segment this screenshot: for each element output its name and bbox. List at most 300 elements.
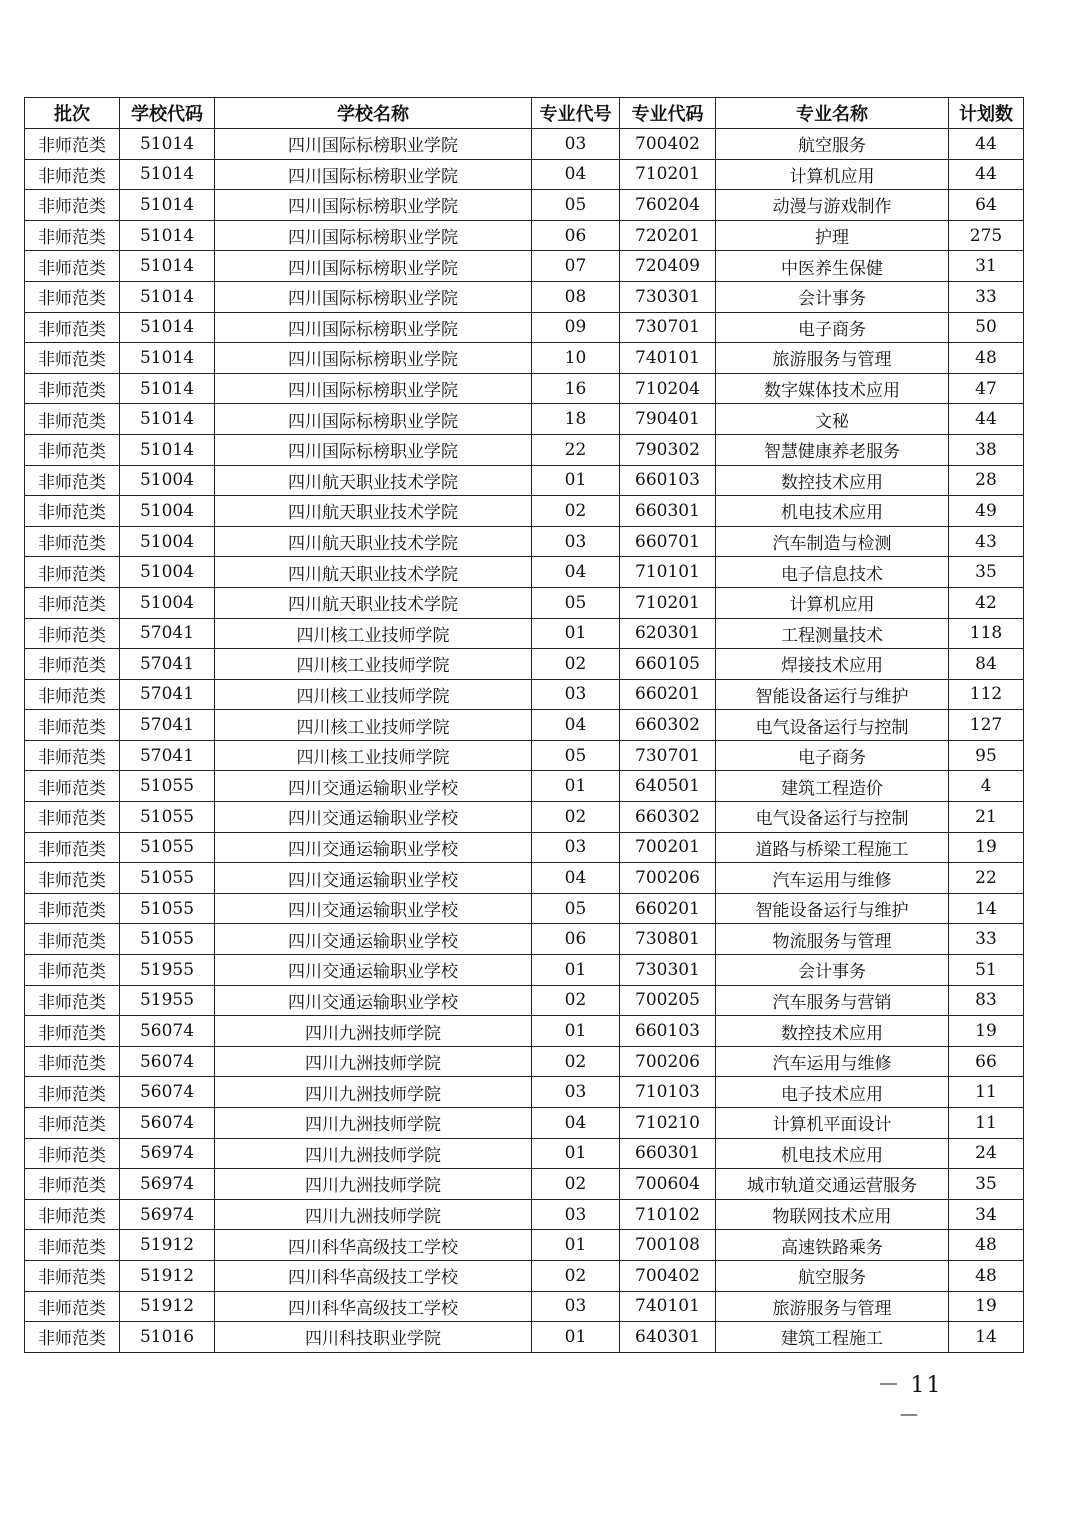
table-row: [25, 1230, 1024, 1261]
major-number-cell: 02: [532, 802, 620, 833]
table-header-row: [25, 98, 1024, 129]
major-code-cell: 700206: [620, 863, 716, 894]
school-name-cell: 四川九洲技师学院: [215, 1016, 532, 1047]
plan-count-cell: 31: [949, 251, 1024, 282]
plan-count-cell: 44: [949, 404, 1024, 435]
major-name-cell: 电子商务: [716, 312, 949, 343]
major-number-cell: 07: [532, 251, 620, 282]
column-header-batch: 批次: [25, 98, 120, 129]
table-row: [25, 1138, 1024, 1169]
major-number-cell: 03: [532, 1199, 620, 1230]
batch-cell: 非师范类: [25, 1169, 120, 1200]
major-number-cell: 09: [532, 312, 620, 343]
batch-cell: 非师范类: [25, 129, 120, 160]
table-row: [25, 220, 1024, 251]
major-code-cell: 730301: [620, 281, 716, 312]
major-name-cell: 智能设备运行与维护: [716, 679, 949, 710]
school-code-cell: 51014: [120, 434, 215, 465]
school-code-cell: 51014: [120, 190, 215, 221]
column-header-major-code: 专业代码: [620, 98, 716, 129]
major-name-cell: 城市轨道交通运营服务: [716, 1169, 949, 1200]
batch-cell: 非师范类: [25, 1077, 120, 1108]
major-code-cell: 700206: [620, 1046, 716, 1077]
plan-count-cell: 33: [949, 281, 1024, 312]
table-row: [25, 679, 1024, 710]
plan-count-cell: 24: [949, 1138, 1024, 1169]
major-name-cell: 中医养生保健: [716, 251, 949, 282]
school-code-cell: 51055: [120, 802, 215, 833]
batch-cell: 非师范类: [25, 1230, 120, 1261]
plan-count-cell: 4: [949, 771, 1024, 802]
school-code-cell: 56974: [120, 1169, 215, 1200]
major-number-cell: 06: [532, 924, 620, 955]
major-code-cell: 700205: [620, 985, 716, 1016]
school-code-cell: 51912: [120, 1230, 215, 1261]
major-name-cell: 汽车运用与维修: [716, 863, 949, 894]
school-name-cell: 四川国际标榜职业学院: [215, 312, 532, 343]
major-code-cell: 710103: [620, 1077, 716, 1108]
school-code-cell: 51014: [120, 373, 215, 404]
table-row: [25, 190, 1024, 221]
major-number-cell: 01: [532, 1138, 620, 1169]
major-code-cell: 740101: [620, 1291, 716, 1322]
table-row: [25, 373, 1024, 404]
major-number-cell: 18: [532, 404, 620, 435]
major-number-cell: 02: [532, 985, 620, 1016]
school-code-cell: 51004: [120, 526, 215, 557]
school-code-cell: 51912: [120, 1260, 215, 1291]
major-name-cell: 计算机平面设计: [716, 1108, 949, 1139]
major-name-cell: 智能设备运行与维护: [716, 893, 949, 924]
batch-cell: 非师范类: [25, 802, 120, 833]
school-name-cell: 四川科华高级技工学校: [215, 1230, 532, 1261]
page-number: － 11 －: [877, 1373, 943, 1429]
major-code-cell: 710210: [620, 1108, 716, 1139]
major-code-cell: 740101: [620, 343, 716, 374]
school-name-cell: 四川核工业技师学院: [215, 740, 532, 771]
batch-cell: 非师范类: [25, 1260, 120, 1291]
major-number-cell: 05: [532, 587, 620, 618]
school-name-cell: 四川国际标榜职业学院: [215, 434, 532, 465]
batch-cell: 非师范类: [25, 557, 120, 588]
plan-count-cell: 66: [949, 1046, 1024, 1077]
batch-cell: 非师范类: [25, 893, 120, 924]
school-name-cell: 四川航天职业技术学院: [215, 557, 532, 588]
plan-count-cell: 47: [949, 373, 1024, 404]
major-number-cell: 03: [532, 1077, 620, 1108]
plan-count-cell: 43: [949, 526, 1024, 557]
plan-count-cell: 19: [949, 1016, 1024, 1047]
plan-count-cell: 84: [949, 649, 1024, 680]
table-row: [25, 434, 1024, 465]
major-name-cell: 航空服务: [716, 129, 949, 160]
school-name-cell: 四川航天职业技术学院: [215, 587, 532, 618]
major-name-cell: 道路与桥梁工程施工: [716, 832, 949, 863]
column-header-major-name: 专业名称: [716, 98, 949, 129]
plan-count-cell: 28: [949, 465, 1024, 496]
plan-count-cell: 14: [949, 1322, 1024, 1353]
plan-count-cell: 44: [949, 129, 1024, 160]
major-name-cell: 数控技术应用: [716, 465, 949, 496]
major-name-cell: 计算机应用: [716, 159, 949, 190]
batch-cell: 非师范类: [25, 1016, 120, 1047]
major-code-cell: 700604: [620, 1169, 716, 1200]
plan-count-cell: 35: [949, 1169, 1024, 1200]
school-code-cell: 51955: [120, 955, 215, 986]
major-code-cell: 660103: [620, 465, 716, 496]
major-name-cell: 焊接技术应用: [716, 649, 949, 680]
major-name-cell: 机电技术应用: [716, 496, 949, 527]
major-code-cell: 730301: [620, 955, 716, 986]
plan-count-cell: 118: [949, 618, 1024, 649]
major-name-cell: 计算机应用: [716, 587, 949, 618]
table-row: [25, 1199, 1024, 1230]
table-row: [25, 1016, 1024, 1047]
school-name-cell: 四川科技职业学院: [215, 1322, 532, 1353]
major-code-cell: 700108: [620, 1230, 716, 1261]
school-name-cell: 四川科华高级技工学校: [215, 1260, 532, 1291]
major-number-cell: 01: [532, 1016, 620, 1047]
major-code-cell: 660301: [620, 1138, 716, 1169]
table-row: [25, 129, 1024, 160]
batch-cell: 非师范类: [25, 955, 120, 986]
school-name-cell: 四川九洲技师学院: [215, 1169, 532, 1200]
major-name-cell: 旅游服务与管理: [716, 343, 949, 374]
major-number-cell: 03: [532, 679, 620, 710]
table-row: [25, 251, 1024, 282]
table-row: [25, 1322, 1024, 1353]
school-code-cell: 51014: [120, 159, 215, 190]
table-row: [25, 312, 1024, 343]
table-row: [25, 863, 1024, 894]
plan-count-cell: 48: [949, 1260, 1024, 1291]
table-row: [25, 832, 1024, 863]
plan-count-cell: 42: [949, 587, 1024, 618]
plan-count-cell: 34: [949, 1199, 1024, 1230]
table-row: [25, 1291, 1024, 1322]
major-code-cell: 730701: [620, 740, 716, 771]
school-name-cell: 四川交通运输职业学校: [215, 924, 532, 955]
batch-cell: 非师范类: [25, 1108, 120, 1139]
school-name-cell: 四川科华高级技工学校: [215, 1291, 532, 1322]
table-row: [25, 924, 1024, 955]
plan-count-cell: 64: [949, 190, 1024, 221]
major-number-cell: 05: [532, 740, 620, 771]
school-code-cell: 56074: [120, 1046, 215, 1077]
school-code-cell: 51055: [120, 893, 215, 924]
batch-cell: 非师范类: [25, 343, 120, 374]
major-number-cell: 04: [532, 159, 620, 190]
plan-count-cell: 51: [949, 955, 1024, 986]
batch-cell: 非师范类: [25, 710, 120, 741]
batch-cell: 非师范类: [25, 312, 120, 343]
table-row: [25, 649, 1024, 680]
plan-count-cell: 44: [949, 159, 1024, 190]
major-number-cell: 01: [532, 1230, 620, 1261]
major-code-cell: 660201: [620, 893, 716, 924]
table-row: [25, 404, 1024, 435]
school-name-cell: 四川国际标榜职业学院: [215, 343, 532, 374]
major-number-cell: 05: [532, 893, 620, 924]
school-name-cell: 四川国际标榜职业学院: [215, 281, 532, 312]
major-number-cell: 01: [532, 771, 620, 802]
plan-count-cell: 21: [949, 802, 1024, 833]
table-row: [25, 893, 1024, 924]
plan-count-cell: 19: [949, 1291, 1024, 1322]
batch-cell: 非师范类: [25, 1138, 120, 1169]
major-code-cell: 640501: [620, 771, 716, 802]
table-row: [25, 159, 1024, 190]
school-code-cell: 57041: [120, 740, 215, 771]
school-name-cell: 四川国际标榜职业学院: [215, 251, 532, 282]
school-code-cell: 56974: [120, 1199, 215, 1230]
batch-cell: 非师范类: [25, 404, 120, 435]
plan-count-cell: 33: [949, 924, 1024, 955]
major-name-cell: 电子信息技术: [716, 557, 949, 588]
major-name-cell: 电气设备运行与控制: [716, 802, 949, 833]
major-name-cell: 物联网技术应用: [716, 1199, 949, 1230]
major-code-cell: 660201: [620, 679, 716, 710]
enrollment-plan-table: [24, 97, 1024, 1353]
major-number-cell: 03: [532, 129, 620, 160]
major-number-cell: 04: [532, 557, 620, 588]
major-code-cell: 660701: [620, 526, 716, 557]
school-name-cell: 四川九洲技师学院: [215, 1199, 532, 1230]
plan-count-cell: 38: [949, 434, 1024, 465]
major-code-cell: 660301: [620, 496, 716, 527]
major-code-cell: 700402: [620, 1260, 716, 1291]
batch-cell: 非师范类: [25, 863, 120, 894]
major-code-cell: 710101: [620, 557, 716, 588]
batch-cell: 非师范类: [25, 1291, 120, 1322]
school-code-cell: 56074: [120, 1077, 215, 1108]
batch-cell: 非师范类: [25, 190, 120, 221]
school-name-cell: 四川交通运输职业学校: [215, 771, 532, 802]
plan-count-cell: 14: [949, 893, 1024, 924]
batch-cell: 非师范类: [25, 587, 120, 618]
plan-count-cell: 83: [949, 985, 1024, 1016]
school-code-cell: 51014: [120, 129, 215, 160]
major-name-cell: 物流服务与管理: [716, 924, 949, 955]
school-code-cell: 51014: [120, 281, 215, 312]
major-number-cell: 02: [532, 649, 620, 680]
major-name-cell: 高速铁路乘务: [716, 1230, 949, 1261]
major-number-cell: 02: [532, 1046, 620, 1077]
major-name-cell: 会计事务: [716, 281, 949, 312]
major-code-cell: 660302: [620, 710, 716, 741]
school-code-cell: 57041: [120, 618, 215, 649]
school-code-cell: 51014: [120, 220, 215, 251]
major-name-cell: 智慧健康养老服务: [716, 434, 949, 465]
major-number-cell: 01: [532, 618, 620, 649]
major-code-cell: 660105: [620, 649, 716, 680]
batch-cell: 非师范类: [25, 832, 120, 863]
school-code-cell: 57041: [120, 649, 215, 680]
major-name-cell: 电子商务: [716, 740, 949, 771]
school-code-cell: 51014: [120, 404, 215, 435]
major-name-cell: 汽车服务与营销: [716, 985, 949, 1016]
major-number-cell: 02: [532, 1169, 620, 1200]
table-row: [25, 557, 1024, 588]
school-name-cell: 四川交通运输职业学校: [215, 863, 532, 894]
major-name-cell: 航空服务: [716, 1260, 949, 1291]
major-code-cell: 710204: [620, 373, 716, 404]
batch-cell: 非师范类: [25, 251, 120, 282]
major-name-cell: 动漫与游戏制作: [716, 190, 949, 221]
table-row: [25, 802, 1024, 833]
school-code-cell: 51004: [120, 557, 215, 588]
plan-count-cell: 50: [949, 312, 1024, 343]
major-code-cell: 790401: [620, 404, 716, 435]
column-header-school-code: 学校代码: [120, 98, 215, 129]
table-row: [25, 1077, 1024, 1108]
batch-cell: 非师范类: [25, 281, 120, 312]
batch-cell: 非师范类: [25, 924, 120, 955]
table-row: [25, 526, 1024, 557]
plan-count-cell: 19: [949, 832, 1024, 863]
major-name-cell: 数字媒体技术应用: [716, 373, 949, 404]
major-number-cell: 08: [532, 281, 620, 312]
school-name-cell: 四川交通运输职业学校: [215, 985, 532, 1016]
plan-count-cell: 48: [949, 343, 1024, 374]
major-name-cell: 旅游服务与管理: [716, 1291, 949, 1322]
school-code-cell: 51912: [120, 1291, 215, 1322]
school-name-cell: 四川核工业技师学院: [215, 649, 532, 680]
column-header-major-number: 专业代号: [532, 98, 620, 129]
major-code-cell: 720201: [620, 220, 716, 251]
table-row: [25, 771, 1024, 802]
major-number-cell: 04: [532, 1108, 620, 1139]
school-code-cell: 51055: [120, 863, 215, 894]
table-body: [25, 129, 1024, 1353]
batch-cell: 非师范类: [25, 1199, 120, 1230]
table-row: [25, 1108, 1024, 1139]
table-row: [25, 985, 1024, 1016]
table-row: [25, 1260, 1024, 1291]
school-name-cell: 四川核工业技师学院: [215, 710, 532, 741]
school-name-cell: 四川核工业技师学院: [215, 679, 532, 710]
batch-cell: 非师范类: [25, 1322, 120, 1353]
plan-count-cell: 95: [949, 740, 1024, 771]
school-name-cell: 四川九洲技师学院: [215, 1046, 532, 1077]
major-code-cell: 730801: [620, 924, 716, 955]
major-number-cell: 10: [532, 343, 620, 374]
school-code-cell: 51004: [120, 587, 215, 618]
batch-cell: 非师范类: [25, 159, 120, 190]
school-name-cell: 四川国际标榜职业学院: [215, 190, 532, 221]
batch-cell: 非师范类: [25, 679, 120, 710]
table-row: [25, 587, 1024, 618]
plan-count-cell: 127: [949, 710, 1024, 741]
major-name-cell: 数控技术应用: [716, 1016, 949, 1047]
school-name-cell: 四川国际标榜职业学院: [215, 404, 532, 435]
major-code-cell: 710102: [620, 1199, 716, 1230]
major-number-cell: 02: [532, 1260, 620, 1291]
school-code-cell: 51004: [120, 465, 215, 496]
school-name-cell: 四川交通运输职业学校: [215, 832, 532, 863]
plan-count-cell: 11: [949, 1077, 1024, 1108]
batch-cell: 非师范类: [25, 740, 120, 771]
major-name-cell: 机电技术应用: [716, 1138, 949, 1169]
major-name-cell: 汽车制造与检测: [716, 526, 949, 557]
major-number-cell: 01: [532, 465, 620, 496]
school-code-cell: 51014: [120, 312, 215, 343]
major-number-cell: 04: [532, 710, 620, 741]
school-code-cell: 51014: [120, 343, 215, 374]
batch-cell: 非师范类: [25, 496, 120, 527]
school-code-cell: 51955: [120, 985, 215, 1016]
table-row: [25, 1046, 1024, 1077]
major-name-cell: 建筑工程造价: [716, 771, 949, 802]
table-row: [25, 343, 1024, 374]
batch-cell: 非师范类: [25, 465, 120, 496]
major-code-cell: 760204: [620, 190, 716, 221]
school-code-cell: 51055: [120, 771, 215, 802]
batch-cell: 非师范类: [25, 434, 120, 465]
school-name-cell: 四川九洲技师学院: [215, 1077, 532, 1108]
school-name-cell: 四川航天职业技术学院: [215, 465, 532, 496]
school-name-cell: 四川国际标榜职业学院: [215, 159, 532, 190]
major-number-cell: 03: [532, 1291, 620, 1322]
school-name-cell: 四川交通运输职业学校: [215, 893, 532, 924]
major-name-cell: 建筑工程施工: [716, 1322, 949, 1353]
major-name-cell: 汽车运用与维修: [716, 1046, 949, 1077]
major-code-cell: 710201: [620, 587, 716, 618]
major-name-cell: 电子技术应用: [716, 1077, 949, 1108]
major-code-cell: 730701: [620, 312, 716, 343]
batch-cell: 非师范类: [25, 220, 120, 251]
major-number-cell: 02: [532, 496, 620, 527]
school-name-cell: 四川国际标榜职业学院: [215, 129, 532, 160]
school-code-cell: 57041: [120, 710, 215, 741]
table-row: [25, 955, 1024, 986]
major-name-cell: 会计事务: [716, 955, 949, 986]
table-row: [25, 1169, 1024, 1200]
batch-cell: 非师范类: [25, 771, 120, 802]
major-name-cell: 护理: [716, 220, 949, 251]
column-header-plan-count: 计划数: [949, 98, 1024, 129]
plan-count-cell: 22: [949, 863, 1024, 894]
batch-cell: 非师范类: [25, 985, 120, 1016]
school-name-cell: 四川交通运输职业学校: [215, 955, 532, 986]
batch-cell: 非师范类: [25, 1046, 120, 1077]
batch-cell: 非师范类: [25, 373, 120, 404]
major-number-cell: 04: [532, 863, 620, 894]
major-number-cell: 06: [532, 220, 620, 251]
school-name-cell: 四川航天职业技术学院: [215, 526, 532, 557]
major-number-cell: 03: [532, 832, 620, 863]
major-number-cell: 05: [532, 190, 620, 221]
school-name-cell: 四川国际标榜职业学院: [215, 373, 532, 404]
school-name-cell: 四川九洲技师学院: [215, 1108, 532, 1139]
plan-count-cell: 49: [949, 496, 1024, 527]
batch-cell: 非师范类: [25, 649, 120, 680]
school-code-cell: 51004: [120, 496, 215, 527]
school-name-cell: 四川国际标榜职业学院: [215, 220, 532, 251]
school-code-cell: 56974: [120, 1138, 215, 1169]
plan-count-cell: 11: [949, 1108, 1024, 1139]
major-number-cell: 01: [532, 1322, 620, 1353]
school-name-cell: 四川航天职业技术学院: [215, 496, 532, 527]
school-code-cell: 51014: [120, 251, 215, 282]
batch-cell: 非师范类: [25, 526, 120, 557]
table-row: [25, 618, 1024, 649]
school-code-cell: 57041: [120, 679, 215, 710]
major-name-cell: 文秘: [716, 404, 949, 435]
major-name-cell: 电气设备运行与控制: [716, 710, 949, 741]
plan-count-cell: 275: [949, 220, 1024, 251]
batch-cell: 非师范类: [25, 618, 120, 649]
